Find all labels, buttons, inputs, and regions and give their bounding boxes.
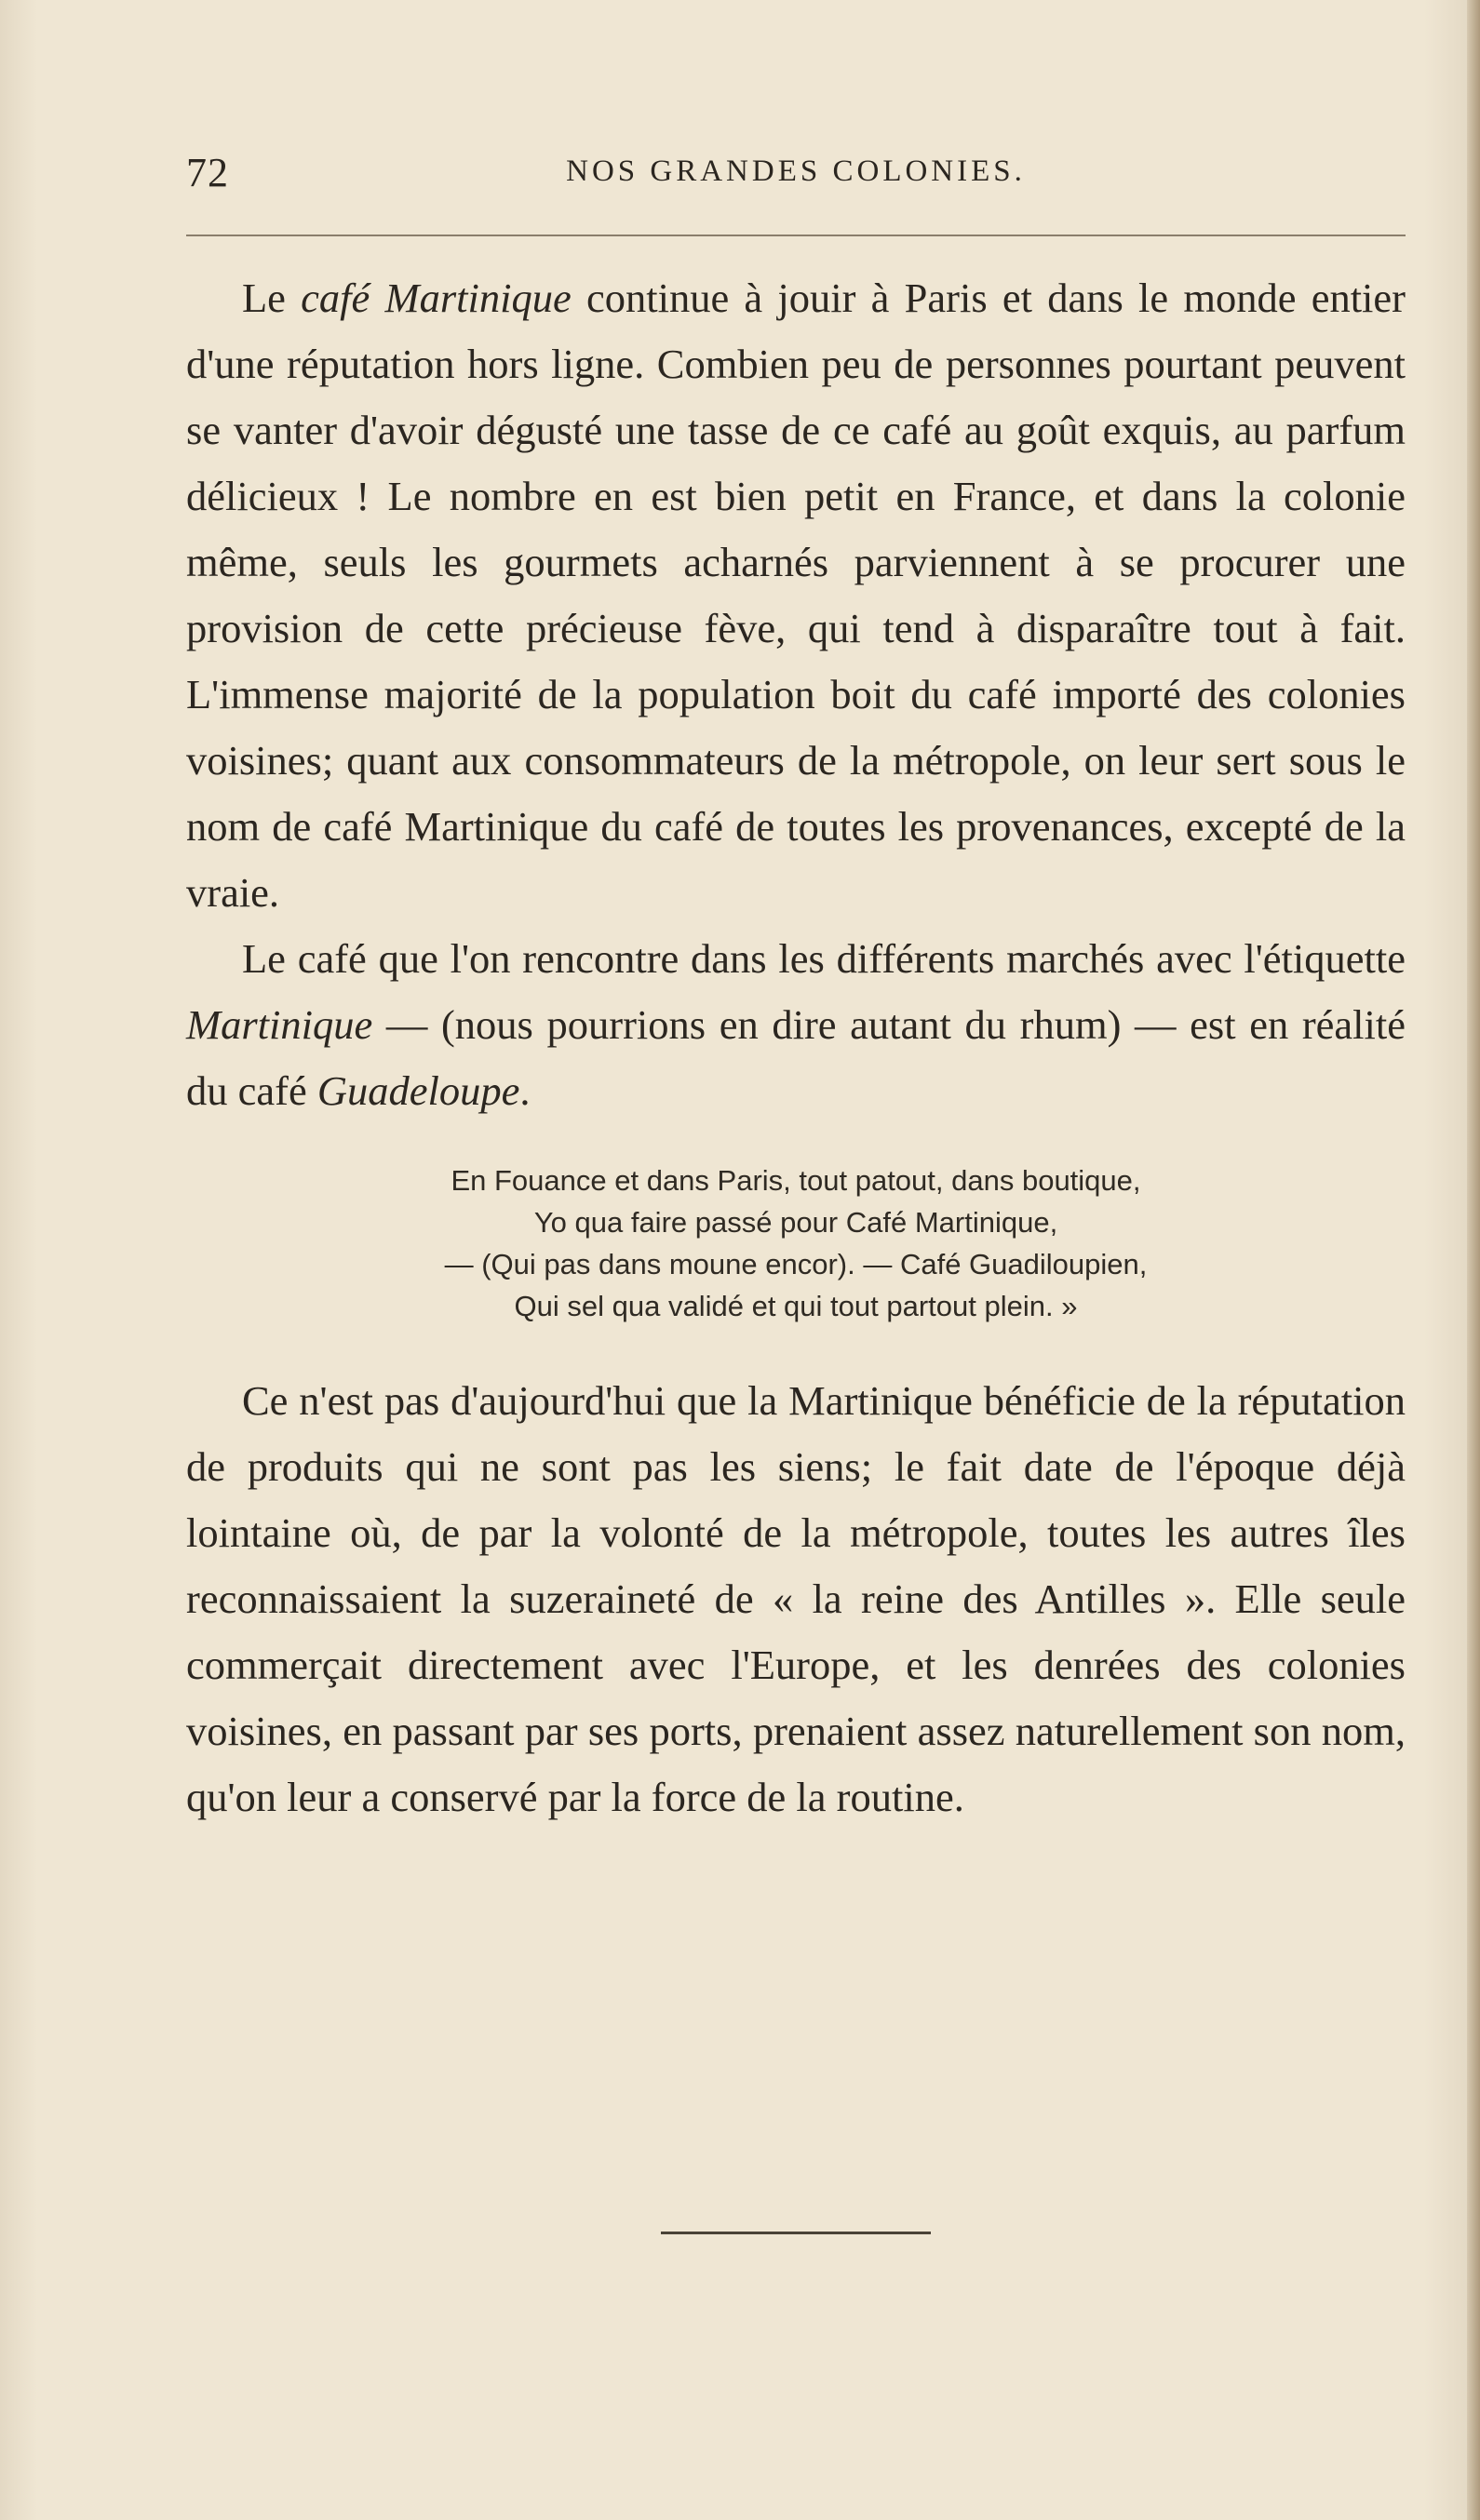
p2-italic-martinique: Martinique — [186, 1001, 373, 1048]
p1-italic-cafe-martinique: café Martinique — [301, 275, 572, 321]
page-number: 72 — [186, 150, 229, 195]
p1-text-b: continue à jouir à Paris et dans le monde entier d'une réputation hors ligne. Combien peu de personnes pourtant peuvent se vanter d'avoir dégusté une tasse de ce café au goût exquis, au parfum délicieux ! Le nombre en est bien petit en France, et dans la colonie même, seuls les gourmets acharnés parviennent à se procurer une provision de cette précieuse fève, qui tend à disparaître tout à fait. L'immense majorité de la population boit du café importé des colonies voisines; quant aux consommateurs de la métropole, on leur sert sous le nom de café Martinique du café de toutes les provenances, excepté de la vraie. — [186, 275, 1406, 916]
running-title: NOS GRANDES COLONIES. — [566, 154, 1026, 188]
p2-text-c: . — [519, 1067, 531, 1114]
running-head — [186, 149, 1406, 205]
paragraph-3: Ce n'est pas d'aujourd'hui que la Martinique bénéficie de la réputation de produits qui ne sont pas les siens; le fait date de l'époque déjà lointaine où, de par la volonté de la métropole, toutes les autres îles reconnaissaient la suzeraineté de « la reine des Antilles ». Elle seule commerçait directement avec l'Europe, et les denrées des colonies voisines, en passant par ses ports, prenaient assez naturellement son nom, qu'on leur a conservé par la force de la routine. — [186, 1377, 1406, 1820]
paragraph-1 — [186, 265, 1406, 926]
verse-quote — [186, 1159, 1406, 1327]
p2-text-b: — (nous pourrions en dire autant du rhum) — est en réalité du café — [186, 1001, 1406, 1114]
verse-line: Qui sel qua validé et qui tout partout plein. » — [514, 1290, 1078, 1322]
p2-text-a: Le café que l'on rencontre dans les différents marchés avec l'étiquette — [242, 935, 1406, 982]
p2-italic-guadeloupe: Guadeloupe — [316, 1067, 520, 1114]
body-text — [186, 265, 1406, 1830]
p1-text-a: Le — [242, 275, 302, 321]
verse-line: Yo qua faire passé pour Café Martinique, — [533, 1206, 1058, 1239]
header-rule — [186, 235, 1406, 236]
page-edge-shadow — [1467, 0, 1480, 2520]
paragraph-2 — [186, 926, 1406, 1124]
verse-line: — (Qui pas dans moune encor). — Café Guadiloupien, — [444, 1248, 1148, 1280]
section-end-rule — [661, 2232, 931, 2234]
verse-line: En Fouance et dans Paris, tout patout, dans boutique, — [451, 1164, 1141, 1197]
